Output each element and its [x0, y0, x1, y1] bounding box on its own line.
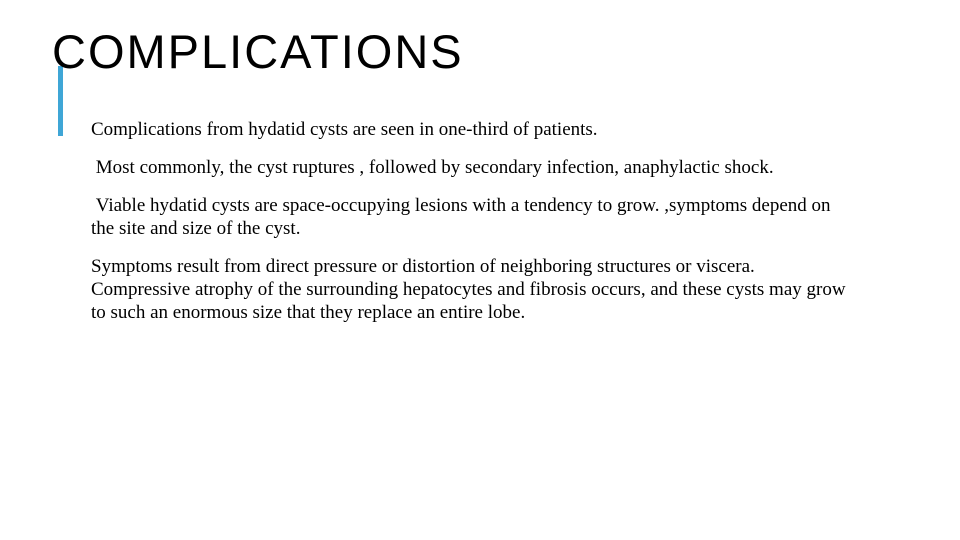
- slide-body: [91, 118, 851, 339]
- paragraph-2: Most commonly, the cyst ruptures , followed by secondary infection, anaphylactic shock.: [91, 157, 774, 178]
- paragraph-4: Symptoms result from direct pressure or distortion of neighboring structures or viscera. Compressive atrophy of the surrounding hepatocytes and fibrosis occurs, and these cysts may grow to such an enormous size that they replace an entire lobe.: [91, 256, 851, 323]
- paragraph-1: Complications from hydatid cysts are seen in one-third of patients.: [91, 119, 598, 140]
- paragraph-3: Viable hydatid cysts are space-occupying lesions with a tendency to grow. ,symptoms depend on the site and size of the cyst.: [91, 195, 836, 239]
- slide-title: COMPLICATIONS: [52, 25, 464, 78]
